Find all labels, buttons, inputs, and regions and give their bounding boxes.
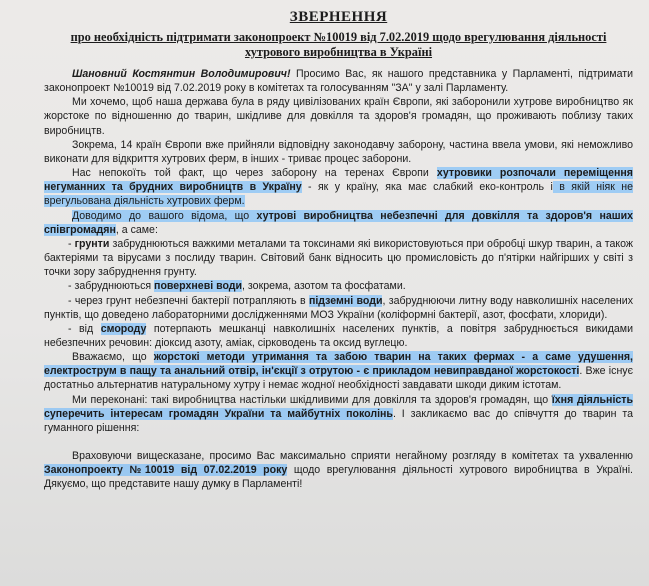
highlight: поверхневі води [154, 280, 243, 293]
page-subtitle [44, 30, 633, 60]
highlight: підземні води [308, 294, 383, 307]
text-run: , забруднюючи литну воду навколишніх населених пунктів, що доведено лабораторними дослідженнями МОЗ України (коліформні бактерії, азот, фосфати, хлориди). [44, 294, 633, 321]
highlight: Доводимо до вашого відома, що [72, 209, 257, 222]
text-run: , зокрема, азотом та фосфатами. [242, 280, 406, 293]
text-run: Вважаємо, що [72, 351, 154, 364]
text-run: . І закликаємо вас до співчуття до тварин та гуманного рішення: [44, 407, 633, 434]
highlight: хутровики розпочали переміщення негуманних та брудних виробництв в Україну [44, 167, 633, 194]
paragraph-closing [44, 449, 633, 491]
highlight: Законопроекту №10019 від 07.02.2019 року [44, 464, 288, 477]
subtitle-line-2: хутрового виробництва в Україні [244, 45, 433, 59]
paragraph-europe: Ми хочемо, щоб наша держава була в ряду цивілізованих країн Європи, які заборонили хутрове виробництво як жорстоке по відношенню до тварин, шкідливе для довкілля та здоров'я громадян, що проживають поблизу таких виробництв. [44, 96, 633, 137]
text-run: потерпають мешканці навколишніх населених пунктів, а повітря забруднюється викидами небезпечних речовин: діоксид азоту, аміак, сірководень та оксид вуглецю. [44, 322, 634, 349]
paragraph-greeting [44, 67, 633, 95]
paragraph-conviction [44, 393, 633, 435]
highlight: в якій ніяк не врегульована діяльність хутрових ферм. [44, 181, 633, 208]
text-run: - забруднюються [68, 280, 155, 293]
highlight: смороду [100, 322, 147, 335]
text-run: Ми переконані: такі виробництва настільки шкідливими для довкілля та здоров'я громадян, що [72, 393, 552, 406]
text-run: - [68, 237, 75, 250]
text-run: - через грунт небезпечні бактерії потрапляють в [68, 294, 309, 307]
greeting: Шановний Костянтин Володимирович! [72, 68, 291, 80]
spacer [44, 435, 633, 449]
text-run: - як у країну, яка має слабкий еко-контроль і [301, 181, 553, 194]
text-run: - від [68, 322, 101, 335]
paragraph-cruelty [44, 350, 633, 392]
subtitle-line-1: про необхідність підтримати законопроект №10019 від 7.02.2019 щодо врегулювання діяльності [70, 30, 607, 44]
highlight: хутрові виробництва небезпечні для довкілля та здоров'я наших співгромадян [44, 209, 633, 236]
text-run: Нас непокоїть той факт, що через заборону на теренах Європи [72, 167, 437, 180]
page-title: ЗВЕРНЕННЯ [289, 9, 388, 25]
list-item-surface-water [44, 279, 633, 293]
list-item-odor [44, 322, 633, 350]
paragraph-countries: Зокрема, 14 країн Європи вже прийняли відповідну законодавчу заборону, частина ввела умови, які неможливо виконати для відкриття хутрових ферм, в інших - триває процес заборони. [44, 138, 633, 165]
paragraph-dangers [44, 209, 633, 237]
text-run: забруднюються важкими металами та токсинами які використовуються при обробці шкур тварин, а також бактеріями та вірусами з послиду тварин. Світовий банк відносить цю промисловість до п'ятірки найгірших у світі з точки зору забруднення грунту. [44, 237, 633, 279]
highlight: жорстокі методи утримання та забою тварин на таких фермах - а саме удушення, електрострум в пащу та анальний отвір, ін'єкції з отрутою - є прикладом невиправданої жорстокості [44, 351, 633, 378]
paragraph-concern [44, 166, 633, 208]
text-run: . Вже існує достатньо альтернатив натуральному хутру і немає жодної необхідності завдавати шкоди диким істотам. [44, 365, 634, 392]
keyword: грунти [74, 237, 110, 250]
text-run: щодо врегулювання діяльності хутрового виробництва в Україні. Дякуємо, що представите нашу думку в Парламенті! [44, 464, 633, 491]
list-item-soil [44, 237, 633, 279]
greeting-text: Просимо Вас, як нашого представника у Парламенті, підтримати законопроект №10019 від 7.02.2019 року в комітетах та голосуванням "ЗА" у залі Парламенту. [44, 68, 634, 95]
text-run: Враховуючи вищесказане, просимо Вас максимально сприяти негайному розгляду в комітетах та ухваленню [72, 450, 633, 463]
text-run: , а саме: [115, 223, 158, 236]
highlight: їхня діяльність суперечить інтересам громадян України та майбутніх поколінь [44, 393, 633, 420]
list-item-groundwater [44, 294, 633, 322]
